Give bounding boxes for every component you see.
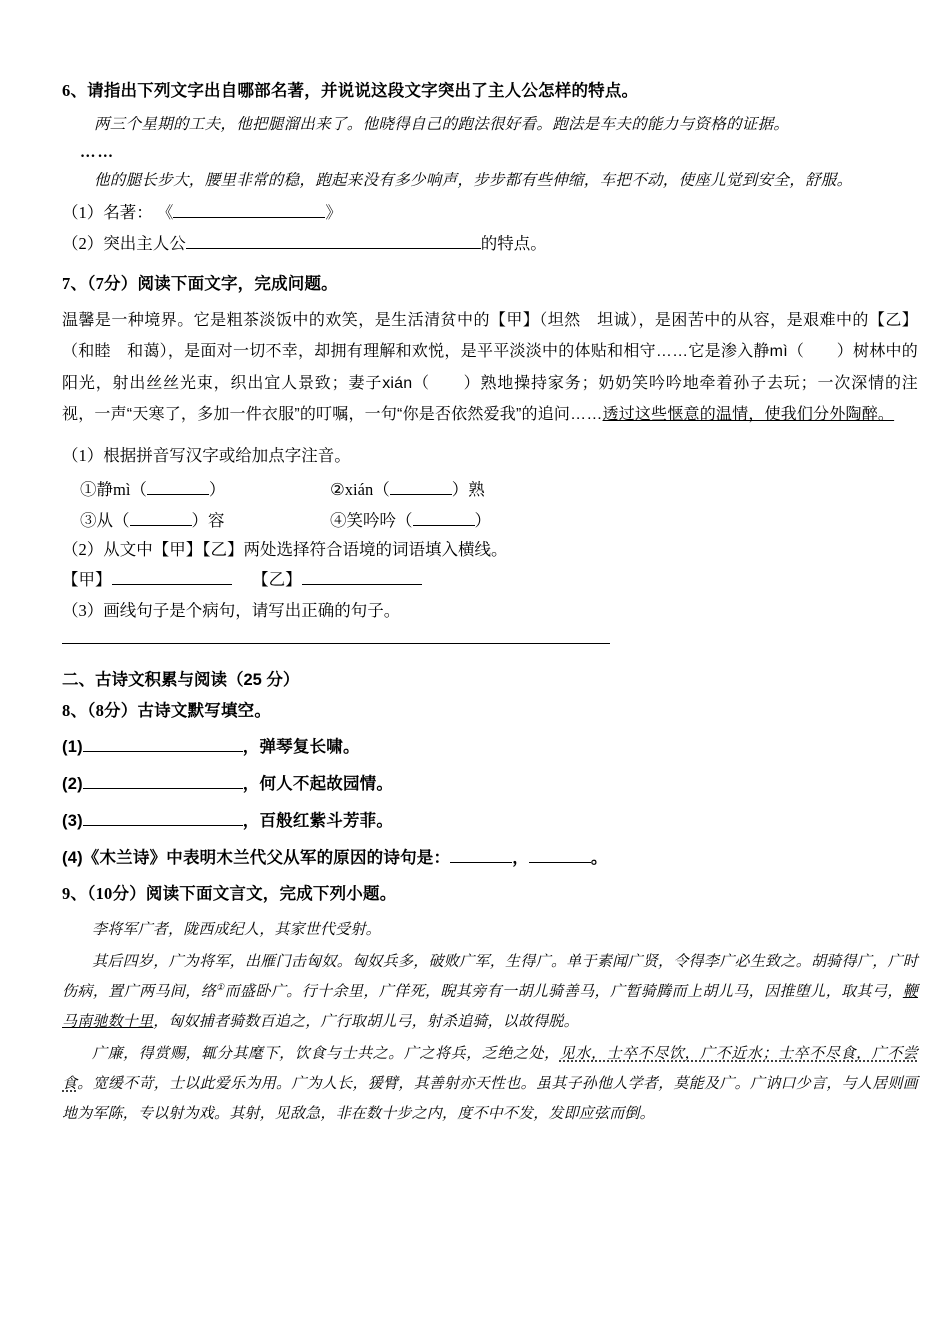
question-7-block xyxy=(62,271,918,644)
question-8-item-2-label: (2) xyxy=(62,774,83,793)
para-3-segment-b: 。宽缓不苛，士以此爱乐为用。广为人长，猨臂，其善射亦天性也。虽其子孙他人学者，莫能及广。广讷口少言，与人居则画地为军陈，专以射为戏。其射，见敌急，非在数十步之内，度不中不发，发即应弦而倒。 xyxy=(62,1076,918,1123)
answer-label-jia: 【甲】 xyxy=(62,570,112,590)
section-2-block xyxy=(62,666,918,1129)
answer-blank-pinyin-4[interactable] xyxy=(413,525,475,526)
answer-blank-poem-2[interactable] xyxy=(83,788,243,789)
passage-body: 温馨是一种境界。它是粗茶淡饭中的欢笑，是生活清贫中的【甲】（坦然 坦诚），是困苦中的从容，是艰难中的【乙】（和睦 和蔼），是面对一切不幸，却拥有理解和欢悦，是平平淡淡中的体贴和相守……它是渗入静mì（ ）树林中的阳光，射出丝丝光束，织出宜人景致；妻子xián（ ）熟地操持家务；奶奶笑吟吟地牵着孙子去玩；一次深情的注视，一声“天寒了，多加一件衣服”的叮嘱，一句“你是否依然爱我”的追问…… xyxy=(62,312,918,423)
question-8-item-3 xyxy=(62,807,918,831)
question-8-item-2-text: ，何人不起故园情。 xyxy=(242,774,394,793)
answer-blank-mulan-2[interactable] xyxy=(529,862,591,863)
question-9-para-2 xyxy=(62,947,918,1037)
pinyin-item-4-close: ） xyxy=(474,510,491,530)
question-6-sub-1-label: （1）名著： xyxy=(62,203,153,223)
question-9-para-1: 李将军广者，陇西成纪人，其家世代受射。 xyxy=(92,922,381,939)
question-7-number: 7、 xyxy=(62,273,88,293)
question-7-sub-2: （2）从文中【甲】【乙】两处选择符合语境的词语填入横线。 xyxy=(62,539,508,559)
para-3-segment-a: 广廉，得赏赐，辄分其麾下，饮食与士共之。广之将兵，乏绝之处， xyxy=(92,1046,560,1063)
answer-blank-poem-3[interactable] xyxy=(83,825,243,826)
pinyin-item-4-label: ④笑吟吟（ xyxy=(330,510,413,530)
pinyin-item-3 xyxy=(80,507,330,531)
question-7-sub-3: （3）画线句子是个病句，请写出正确的句子。 xyxy=(62,601,401,621)
question-7-text: 阅读下面文字，完成问题。 xyxy=(137,273,338,293)
question-8-text: 古诗文默写填空。 xyxy=(137,700,272,720)
question-8-item-4-end: 。 xyxy=(590,848,608,867)
pinyin-row-1 xyxy=(62,476,918,500)
question-6-text: 请指出下列文字出自哪部名著，并说说这段文字突出了主人公怎样的特点。 xyxy=(87,81,639,100)
question-8-item-4 xyxy=(62,844,918,868)
question-9-text: 阅读下面文言文，完成下列小题。 xyxy=(145,883,397,903)
question-8-item-4-sep: ， xyxy=(512,848,529,867)
question-8-item-1 xyxy=(62,733,918,757)
para-2-segment-c: ，匈奴捕者骑数百追之，广行取胡儿弓，射杀追骑，以故得脱。 xyxy=(153,1014,579,1031)
pinyin-item-1-label: ①静mì（ xyxy=(80,479,147,499)
question-6-prompt xyxy=(62,78,918,104)
section-2-heading: 二、古诗文积累与阅读（25 分） xyxy=(62,670,300,689)
pinyin-item-2-close: ）熟 xyxy=(451,479,485,499)
pinyin-item-3-label: ③从（ xyxy=(80,510,130,530)
question-7-prompt xyxy=(62,271,918,297)
question-8-item-1-label: (1) xyxy=(62,737,83,756)
question-8-number: 8、 xyxy=(62,700,88,720)
answer-blank-sentence-rewrite[interactable] xyxy=(62,642,610,644)
question-6-sub-1 xyxy=(62,201,918,226)
answer-blank-jia[interactable] xyxy=(112,584,232,585)
para-2-segment-a: 其后四岁，广为将军，出雁门击匈奴。匈奴兵多，破败广军，生得广。单于素闻广贤，令得李广必生致之。胡骑得广，广时伤病，置广两马间，络 xyxy=(62,954,918,1001)
question-9-number: 9、 xyxy=(62,883,88,903)
pinyin-item-2-label: ②xián（ xyxy=(330,479,390,499)
question-8-item-4-text: 《木兰诗》中表明木兰代父从军的原因的诗句是： xyxy=(82,848,451,867)
passage-underlined-sentence: 透过这些惬意的温情，使我们分外陶醉。 xyxy=(602,405,895,423)
answer-blank-character-trait[interactable] xyxy=(186,248,481,249)
question-8-item-3-label: (3) xyxy=(62,811,83,830)
question-8-item-2 xyxy=(62,770,918,794)
pinyin-row-2 xyxy=(62,507,918,531)
question-8-item-3-text: ，百般红紫斗芳菲。 xyxy=(242,811,394,830)
question-7-answer-row xyxy=(62,568,918,593)
para-2-underlined-phrase: 鞭马南驰数十里 xyxy=(62,984,918,1031)
answer-blank-book-title[interactable] xyxy=(173,217,325,218)
question-7-passage xyxy=(62,305,918,430)
question-7-sub-1: （1）根据拼音写汉字或给加点字注音。 xyxy=(62,445,351,465)
answer-label-yi: 【乙】 xyxy=(252,570,302,590)
para-2-segment-b: 而盛卧广。行十余里，广佯死，睨其旁有一胡儿骑善马，广暂骑腾而上胡儿马，因推堕儿，取其弓， xyxy=(224,984,903,1001)
footnote-marker-1: ① xyxy=(216,982,225,993)
question-6-excerpt-line-1: 两三个星期的工夫，他把腿溜出来了。他晓得自己的跑法很好看。跑法是车夫的能力与资格的证据。 xyxy=(94,115,790,133)
para-3-wavy-underlined-phrase: 见水，士卒不尽饮，广不近水；士卒不尽食，广不尝食 xyxy=(62,1046,918,1093)
pinyin-item-1-close: ） xyxy=(208,479,226,499)
question-6-sub-2-suffix: 的特点。 xyxy=(480,233,547,253)
answer-blank-mulan-1[interactable] xyxy=(450,862,512,863)
book-title-open: 《 xyxy=(156,203,174,223)
answer-blank-pinyin-2[interactable] xyxy=(390,494,452,495)
question-6-sub-2-label: （2）突出主人公 xyxy=(62,233,186,253)
question-6-excerpt-line-2: 他的腿长步大，腰里非常的稳，跑起来没有多少响声，步步都有些伸缩，车把不动，使座儿觉到安全，舒服。 xyxy=(94,172,853,190)
question-8-item-4-label: (4) xyxy=(62,848,83,867)
question-8-prompt xyxy=(62,698,918,724)
pinyin-item-1 xyxy=(80,476,330,500)
question-6-block xyxy=(62,78,918,257)
question-6-ellipsis: …… xyxy=(80,144,115,162)
question-6-number: 6、 xyxy=(62,81,88,100)
pinyin-item-3-close: ）容 xyxy=(191,510,225,530)
question-7-score: （7分） xyxy=(87,273,138,293)
answer-blank-yi[interactable] xyxy=(302,584,422,585)
question-8-score: （8分） xyxy=(87,700,138,720)
book-title-close: 》 xyxy=(325,203,342,223)
question-9-para-3 xyxy=(62,1039,918,1129)
question-8-item-1-text: ，弹琴复长啸。 xyxy=(242,737,360,756)
pinyin-item-4 xyxy=(330,507,491,531)
answer-blank-pinyin-3[interactable] xyxy=(130,525,192,526)
answer-blank-pinyin-1[interactable] xyxy=(147,494,209,495)
question-9-prompt xyxy=(62,881,918,907)
question-9-score: （10分） xyxy=(87,883,146,903)
answer-blank-poem-1[interactable] xyxy=(83,751,243,752)
pinyin-item-2 xyxy=(330,476,485,500)
question-6-sub-2 xyxy=(62,232,918,257)
